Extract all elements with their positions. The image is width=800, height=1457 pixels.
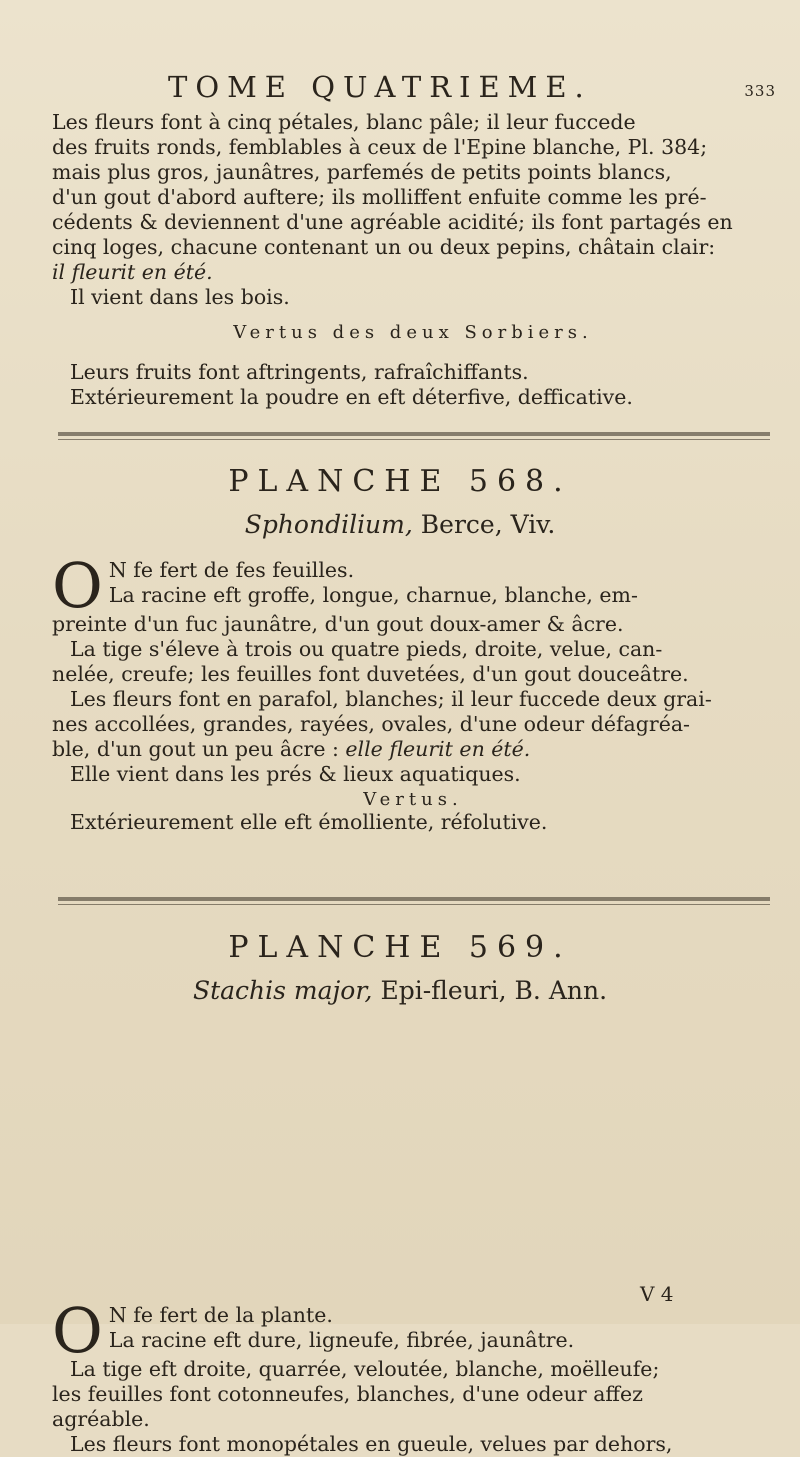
- drop-cap: O: [52, 1294, 103, 1367]
- text-line: mais plus gros, jaunâtres, parfemés de petits points blancs,: [52, 160, 672, 184]
- section-divider: [58, 432, 770, 440]
- text-line-with-italic: [52, 737, 774, 762]
- running-title: TOME QUATRIEME.: [168, 70, 592, 104]
- text-line: nelée, creufe; les feuilles font duvetées, d'un gout douceâtre.: [52, 662, 689, 686]
- text-line: Extérieurement la poudre en eft déterfive, defficative.: [70, 385, 633, 409]
- text-line: les feuilles font cotonneufes, blanches, d'une odeur affez: [52, 1382, 643, 1406]
- vertus-heading: Vertus.: [363, 789, 463, 810]
- vertus-heading: Vertus des deux Sorbiers.: [233, 322, 593, 343]
- plate-568-subtitle: [0, 510, 800, 539]
- habitat-line: Elle vient dans les prés & lieux aquatiques.: [70, 762, 521, 786]
- plate-569-title: PLANCHE 569.: [228, 930, 572, 965]
- text-fragment: ble, d'un gout un peu âcre :: [52, 737, 346, 761]
- text-line: cinq loges, chacune contenant un ou deux pepins, châtain clair:: [52, 235, 716, 259]
- section-divider: [58, 897, 770, 905]
- vertus-section: [52, 322, 774, 343]
- flowering-note: il fleurit en été.: [52, 260, 213, 284]
- drop-cap: O: [52, 549, 103, 622]
- vertus-line: Extérieurement elle eft émolliente, réfolutive.: [70, 810, 548, 834]
- text-line: La racine eft groffe, longue, charnue, blanche, em-: [108, 583, 638, 607]
- text-line: preinte d'un fuc jaunâtre, d'un gout doux-amer & âcre.: [52, 612, 624, 636]
- text-line: d'un gout d'abord auftere; ils molliffent enfuite comme les pré-: [52, 185, 707, 209]
- plate-568-title: PLANCHE 568.: [228, 464, 572, 499]
- text-line: N fe fert de fes feuilles.: [108, 558, 355, 582]
- vertus-text: [52, 360, 774, 410]
- continuation-text: [52, 110, 774, 310]
- text-line: nes accollées, grandes, rayées, ovales, d'une odeur défagréa-: [52, 712, 690, 736]
- text-line: agréable.: [52, 1407, 150, 1431]
- flowering-note: elle fleurit en été.: [345, 737, 531, 761]
- plate-569-common-name: Epi-fleuri, B. Ann.: [372, 976, 608, 1005]
- text-line: des fruits ronds, femblables à ceux de l'Epine blanche, Pl. 384;: [52, 135, 708, 159]
- text-line: La tige s'éleve à trois ou quatre pieds, droite, velue, can-: [70, 637, 663, 661]
- plate-568-common-name: Berce, Viv.: [412, 510, 556, 539]
- plate-568-latin-name: Sphondilium,: [244, 510, 413, 539]
- plate-569-subtitle: [0, 976, 800, 1005]
- text-line: Les fleurs font monopétales en gueule, velues par dehors,: [70, 1432, 673, 1456]
- running-header: [168, 70, 778, 110]
- text-line: La racine eft dure, ligneufe, fibrée, jaunâtre.: [108, 1328, 575, 1352]
- plate-569-latin-name: Stachis major,: [192, 976, 373, 1005]
- plate-568-text: [52, 549, 774, 835]
- page-number: 333: [744, 82, 776, 100]
- text-line: N fe fert de la plante.: [108, 1303, 333, 1327]
- text-line: Les fleurs font à cinq pétales, blanc pâle; il leur fuccede: [52, 110, 636, 134]
- text-line: Leurs fruits font aftringents, rafraîchiffants.: [70, 360, 529, 384]
- text-line: cédents & deviennent d'une agréable acidité; ils font partagés en: [52, 210, 733, 234]
- catchword: V 4: [640, 1282, 674, 1306]
- text-line: Les fleurs font en parafol, blanches; il leur fuccede deux grai-: [70, 687, 712, 711]
- text-line: La tige eft droite, quarrée, veloutée, blanche, moëlleufe;: [70, 1357, 660, 1381]
- habitat-line: Il vient dans les bois.: [70, 285, 290, 309]
